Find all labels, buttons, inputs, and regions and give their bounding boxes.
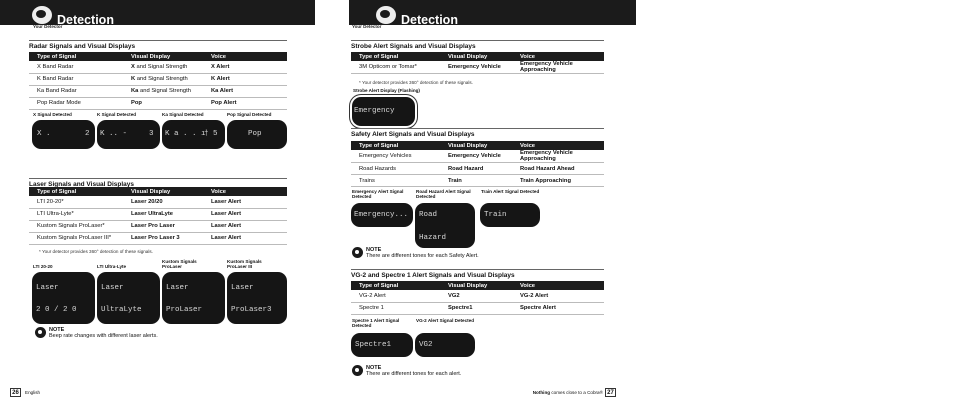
lcd-text: Laser (101, 284, 124, 292)
display-code: Ka (131, 88, 139, 94)
vg2-note (352, 365, 592, 383)
visual-display: Laser Pro Laser (123, 220, 203, 232)
voice-alert: Laser Alert (203, 220, 287, 232)
display-caption: Emergency Alert Signal Detected (352, 189, 404, 199)
voice-alert: Emergency Vehicle Approaching (512, 150, 604, 163)
voice-alert: Pop Alert (203, 97, 287, 109)
display-code: X (131, 63, 135, 70)
display-caption: Pop Signal Detected (227, 112, 272, 117)
note-title: NOTE (366, 247, 382, 253)
lcd-text: X . (37, 130, 51, 138)
voice-alert: Train Approaching (512, 175, 604, 187)
display-text: and Signal Strength (138, 88, 191, 94)
lcd-text: ProLaser (166, 306, 203, 314)
table-row (351, 61, 604, 74)
table-header-row (29, 187, 287, 196)
display-caption: Kustom Signals ProLaser (162, 259, 197, 269)
display-text: and Signal Strength (134, 63, 188, 70)
lcd-text: Laser (166, 284, 189, 292)
lcd-display-x (32, 120, 95, 149)
page-number: 26 (10, 388, 21, 397)
vg2-table (351, 281, 604, 315)
signal-type: Emergency Vehicles (351, 150, 440, 163)
voice-alert: Ka Alert (203, 85, 287, 97)
column-header: Type of Signal (37, 188, 77, 195)
note-text: Beep rate changes with different laser alerts. (49, 333, 158, 339)
signal-type: Kustom Signals ProLaser* (29, 220, 123, 232)
laser-table (29, 187, 287, 245)
lcd-display-laser-2020 (32, 272, 95, 324)
voice-alert: VG-2 Alert (512, 290, 604, 302)
table-header-row (351, 52, 604, 61)
display-code: K (131, 76, 136, 82)
safety-note (352, 247, 592, 265)
lcd-text: Spectre1 (355, 341, 392, 349)
note-text: There are different tones for each alert. (366, 371, 462, 377)
display-caption: Spectre 1 Alert Signal Detected (352, 318, 400, 328)
lcd-text: K .. - (100, 130, 128, 138)
signal-type: LTI Ultra-Lyte* (29, 208, 123, 220)
lcd-text: † 5 (204, 130, 218, 138)
strobe-section-title: Strobe Alert Signals and Visual Displays (351, 40, 604, 50)
lcd-text: Laser (36, 284, 59, 292)
table-row (351, 163, 604, 175)
visual-display: Road Hazard (440, 163, 512, 175)
header-subtitle: Your Detector (33, 24, 63, 29)
display-caption: Road Hazard Alert Signal Detected (416, 189, 471, 199)
safety-table (351, 141, 604, 187)
voice-alert: Laser Alert (203, 196, 287, 208)
signal-type: Pop Radar Mode (29, 97, 123, 109)
table-row (351, 302, 604, 314)
column-header: Visual Display (448, 53, 488, 60)
display-caption: X Signal Detected (33, 112, 72, 117)
voice-alert: Road Hazard Ahead (512, 163, 604, 175)
signal-type: VG-2 Alert (351, 290, 440, 302)
voice-alert: K Alert (203, 73, 287, 85)
display-caption: LTI Ultra-Lyte (97, 264, 127, 269)
lcd-text: Emergency (354, 107, 395, 115)
column-header: Type of Signal (359, 53, 399, 60)
note-icon (352, 365, 363, 376)
page-header-banner (0, 0, 315, 29)
note-icon (35, 327, 46, 338)
voice-alert: Spectre Alert (512, 302, 604, 314)
column-header: Voice (211, 53, 227, 60)
strobe-table (351, 52, 604, 74)
signal-type: Ka Band Radar (29, 85, 123, 97)
lcd-text: Hazard (419, 234, 447, 242)
lcd-display-road-hazard (415, 203, 475, 248)
column-header: Type of Signal (359, 142, 399, 149)
signal-type: LTI 20-20* (29, 196, 123, 208)
tagline-bold: Nothing (532, 390, 551, 395)
tagline-rest: comes close to a Cobra® (550, 390, 603, 395)
table-row (29, 232, 287, 244)
column-header: Visual Display (131, 53, 171, 60)
lcd-display-ultralyte (97, 272, 160, 324)
visual-display: Laser Pro Laser 3 (123, 232, 203, 244)
column-header: Voice (520, 53, 536, 60)
lcd-text: 2 0 / 2 0 (36, 306, 77, 314)
lcd-display-prolaser (162, 272, 225, 324)
lcd-display-k (97, 120, 160, 149)
visual-display: VG2 (440, 290, 512, 302)
laser-section-title: Laser Signals and Visual Displays (29, 178, 287, 188)
radar-table (29, 52, 287, 110)
column-header: Voice (211, 188, 227, 195)
lcd-text: UltraLyte (101, 306, 142, 314)
signal-type: Kustom Signals ProLaser III* (29, 232, 123, 244)
lcd-text: K a . . ı (165, 130, 206, 138)
visual-display: Laser 20/20 (123, 196, 203, 208)
lcd-text: Pop (248, 130, 262, 138)
signal-type: Trains (351, 175, 440, 187)
signal-type: Road Hazards (351, 163, 440, 175)
table-row (29, 97, 287, 109)
page-title: Detection (401, 13, 458, 27)
display-caption: Ka Signal Detected (162, 112, 204, 117)
table-row (351, 150, 604, 163)
table-row (29, 196, 287, 208)
footer-language: English (25, 390, 41, 395)
column-header: Voice (520, 142, 536, 149)
table-row (351, 175, 604, 187)
visual-display: Laser UltraLyte (123, 208, 203, 220)
visual-display (123, 61, 203, 73)
column-header: Voice (520, 282, 536, 289)
signal-type: X Band Radar (29, 61, 123, 73)
lcd-text: Road (419, 211, 438, 219)
display-caption: Train Alert Signal Detected (481, 189, 540, 194)
lcd-display-pop (227, 120, 287, 149)
vg2-section-title: VG-2 and Spectre 1 Alert Signals and Visual Displays (351, 269, 604, 279)
note-title: NOTE (49, 327, 65, 333)
cobra-logo-icon (32, 6, 52, 24)
display-caption: VG-2 Alert Signal Detected (416, 318, 475, 323)
display-text: and Signal Strength (135, 76, 188, 82)
column-header: Visual Display (131, 188, 171, 195)
page-number: 27 (605, 388, 616, 397)
signal-type: 3M Opticom or Tomar* (351, 61, 440, 74)
lcd-display-ka (162, 120, 225, 149)
lcd-text: Laser (231, 284, 254, 292)
radar-section-title: Radar Signals and Visual Displays (29, 40, 287, 50)
header-subtitle: Your Detector (352, 24, 382, 29)
column-header: Type of Signal (37, 53, 77, 60)
lcd-display-prolaser3 (227, 272, 287, 324)
laser-footnote: * Your detector provides 360° detection of these signals. (39, 249, 153, 254)
column-header: Type of Signal (359, 282, 399, 289)
display-caption: K Signal Detected (97, 112, 137, 117)
visual-display (123, 85, 203, 97)
display-caption: LTI 20-20 (33, 264, 53, 269)
display-code: Pop (131, 100, 142, 106)
voice-alert: Laser Alert (203, 232, 287, 244)
voice-alert: Emergency Vehicle Approaching (512, 61, 604, 74)
display-caption: Strobe Alert Display (Flashing) (353, 88, 420, 93)
lcd-text: Emergency... (354, 211, 409, 219)
footer-tagline (519, 390, 603, 395)
table-header-row (351, 141, 604, 150)
lcd-display-emergency (351, 203, 413, 227)
lcd-display-train (480, 203, 540, 227)
lcd-display-vg2 (415, 333, 475, 357)
laser-note (35, 327, 275, 347)
lcd-display-strobe (352, 97, 415, 126)
lcd-text: 2 (85, 130, 90, 138)
cobra-logo-icon (376, 6, 396, 24)
lcd-text: Train (484, 211, 507, 219)
table-header-row (29, 52, 287, 61)
table-row (29, 61, 287, 73)
table-header-row (351, 281, 604, 290)
page-header-banner (349, 0, 636, 29)
right-page (349, 0, 649, 420)
safety-section-title: Safety Alert Signals and Visual Displays (351, 128, 604, 138)
signal-type: Spectre 1 (351, 302, 440, 314)
lcd-text: ProLaser3 (231, 306, 272, 314)
visual-display: Train (440, 175, 512, 187)
visual-display: Emergency Vehicle (440, 150, 512, 163)
table-row (29, 73, 287, 85)
note-title: NOTE (366, 365, 382, 371)
strobe-footnote: * Your detector provides 360° detection of these signals. (359, 80, 473, 85)
visual-display: Emergency Vehicle (440, 61, 512, 74)
table-row (29, 220, 287, 232)
column-header: Visual Display (448, 142, 488, 149)
page-title: Detection (57, 13, 114, 27)
table-row (351, 290, 604, 302)
column-header: Visual Display (448, 282, 488, 289)
note-icon (352, 247, 363, 258)
voice-alert: X Alert (203, 61, 287, 73)
lcd-display-spectre1 (351, 333, 413, 357)
visual-display (123, 97, 203, 109)
lcd-text: VG2 (419, 341, 433, 349)
left-page (12, 0, 329, 420)
table-row (29, 85, 287, 97)
voice-alert: Laser Alert (203, 208, 287, 220)
table-row (29, 208, 287, 220)
lcd-text: 3 (149, 130, 154, 138)
display-caption: Kustom Signals ProLaser III (227, 259, 262, 269)
note-text: There are different tones for each Safety Alert. (366, 253, 479, 259)
signal-type: K Band Radar (29, 73, 123, 85)
visual-display: Spectre1 (440, 302, 512, 314)
visual-display (123, 73, 203, 85)
